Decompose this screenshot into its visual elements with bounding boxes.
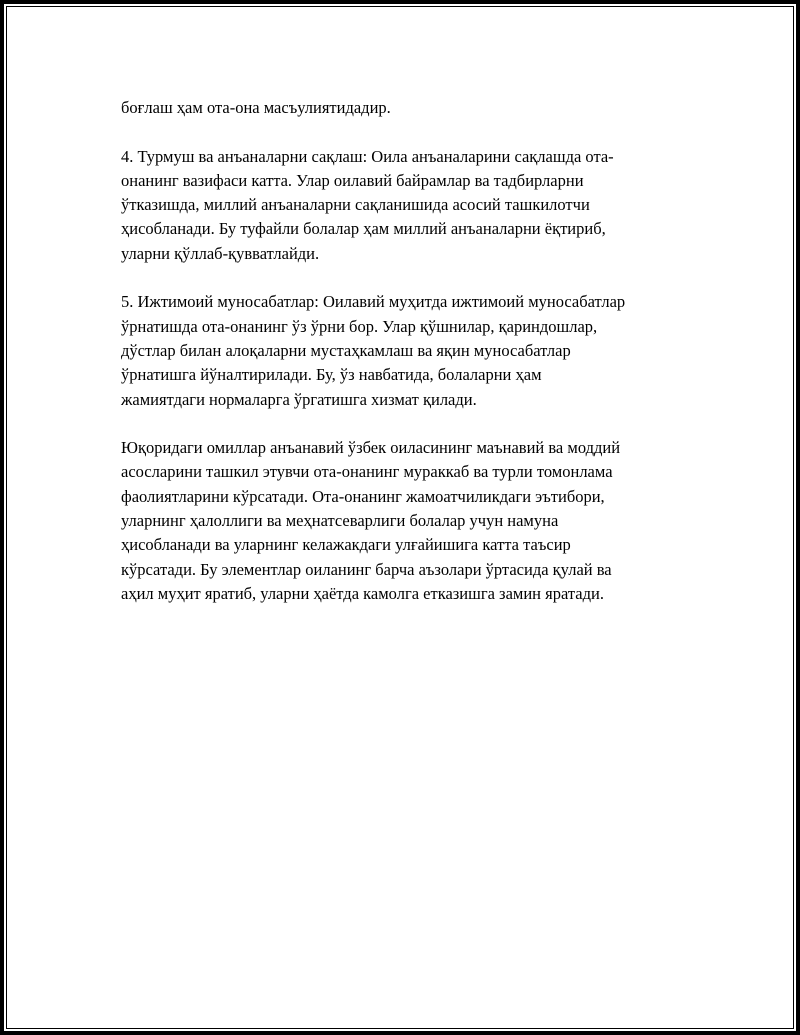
text-line: 4. Турмуш ва анъаналарни сақлаш: Оила анъаналарини сақлашда ота- xyxy=(121,146,614,166)
text-line: ўтказишда, миллий анъаналарни сақланишида асосий ташкилотчи xyxy=(121,195,590,215)
text-line: уларни қўллаб-қувватлайди. xyxy=(121,243,320,263)
text-line: ўрнатишда ота-онанинг ўз ўрни бор. Улар қўшнилар, қариндошлар, xyxy=(121,316,598,336)
paragraph-conclusion xyxy=(121,436,691,606)
text-line: ҳисобланади. Бу туфайли болалар ҳам миллий анъаналарни ёқтириб, xyxy=(121,219,606,239)
text-line: аҳил муҳит яратиб, уларни ҳаётда камолга етказишга замин яратади. xyxy=(121,583,604,603)
text-line: Юқоридаги омиллар анъанавий ўзбек оиласининг маънавий ва моддий xyxy=(121,438,621,458)
text-line: онанинг вазифаси катта. Улар оилавий байрамлар ва тадбирларни xyxy=(121,170,584,190)
text-line: дўстлар билан алоқаларни мустаҳкамлаш ва яқин муносабатлар xyxy=(121,340,571,360)
text-line: ўрнатишга йўналтирилади. Бу, ўз навбатида, болаларни ҳам xyxy=(121,365,542,385)
paragraph-intro-continuation xyxy=(121,96,691,120)
text-line: ҳисобланади ва уларнинг келажакдаги улғайишига катта таъсир xyxy=(121,535,571,555)
text-line: боғлаш ҳам ота-она масъулиятидадир. xyxy=(121,98,391,117)
paragraph-social-relations xyxy=(121,290,691,411)
document-body xyxy=(121,96,691,631)
text-line: фаолиятларини кўрсатади. Ота-онанинг жамоатчиликдаги эътибори, xyxy=(121,486,605,506)
paragraph-traditions xyxy=(121,145,691,266)
text-line: жамиятдаги нормаларга ўргатишга хизмат қилади. xyxy=(121,389,477,409)
text-line: 5. Ижтимоий муносабатлар: Оилавий муҳитда ижтимоий муносабатлар xyxy=(121,292,626,312)
text-line: асосларини ташкил этувчи ота-онанинг мураккаб ва турли томонлама xyxy=(121,462,613,482)
text-line: кўрсатади. Бу элементлар оиланинг барча аъзолари ўртасида қулай ва xyxy=(121,559,612,579)
text-line: уларнинг ҳалоллиги ва меҳнатсеварлиги болалар учун намуна xyxy=(121,511,559,531)
